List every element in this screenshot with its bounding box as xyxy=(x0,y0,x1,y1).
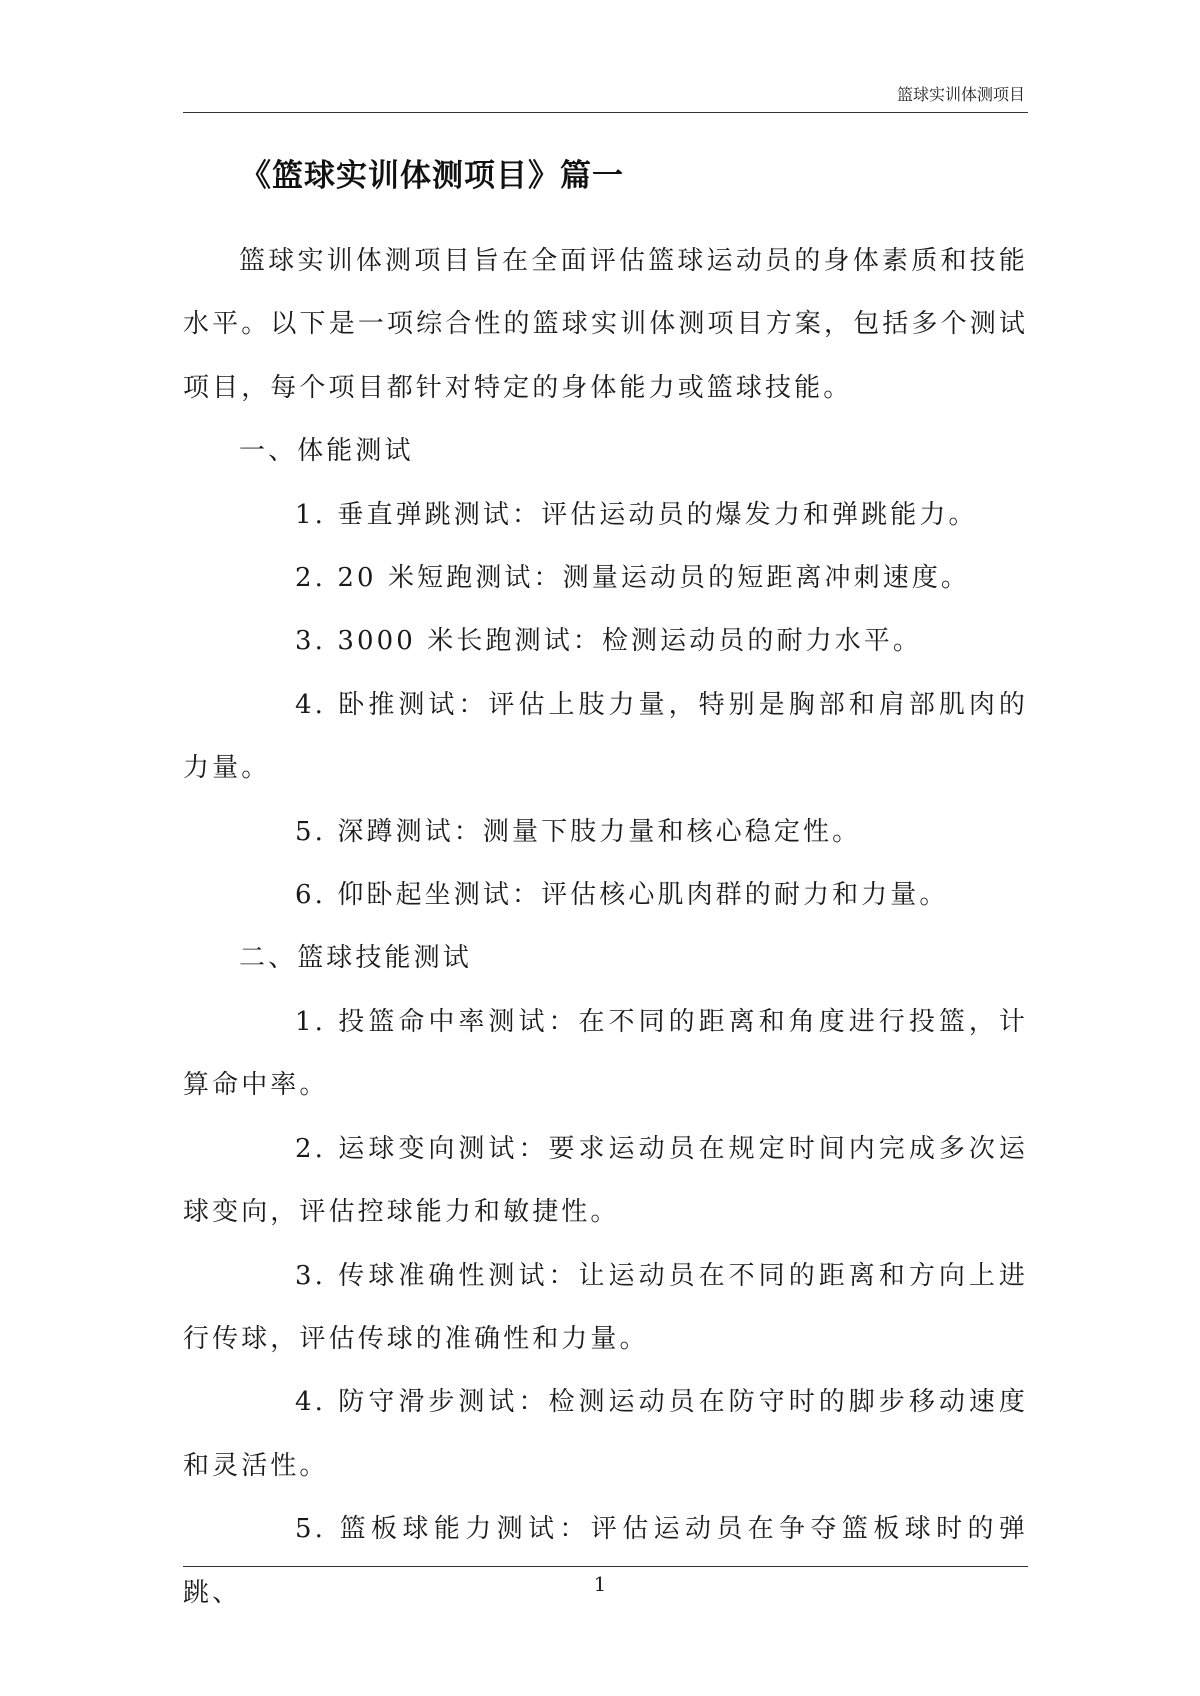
skill-test-item: 2. 运球变向测试：要求运动员在规定时间内完成多次运球变向，评估控球能力和敏捷性。 xyxy=(183,1133,1028,1228)
physical-test-item: 1. 垂直弹跳测试：评估运动员的爆发力和弹跳能力。 xyxy=(295,499,978,530)
footer-divider xyxy=(183,1566,1028,1567)
intro-paragraph: 篮球实训体测项目旨在全面评估篮球运动员的身体素质和技能水平。以下是一项综合性的篮球实训体测项目方案，包括多个测试项目，每个项目都针对特定的身体能力或篮球技能。 xyxy=(183,246,1028,403)
document-title: 《篮球实训体测项目》篇一 xyxy=(240,158,624,194)
section-heading-skills: 二、篮球技能测试 xyxy=(239,943,472,974)
skill-test-item: 1. 投篮命中率测试：在不同的距离和角度进行投篮，计算命中率。 xyxy=(183,1006,1028,1101)
skill-test-item: 4. 防守滑步测试：检测运动员在防守时的脚步移动速度和灵活性。 xyxy=(183,1387,1028,1481)
section-heading-physical: 一、体能测试 xyxy=(239,436,414,467)
skill-test-item: 3. 传球准确性测试：让运动员在不同的距离和方向上进行传球，评估传球的准确性和力量。 xyxy=(183,1260,1028,1354)
physical-test-item: 4. 卧推测试：评估上肢力量，特别是胸部和肩部肌肉的力量。 xyxy=(183,689,1028,784)
header-divider xyxy=(183,112,1028,113)
skill-test-item: 5. 篮板球能力测试：评估运动员在争夺篮板球时的弹跳、 xyxy=(183,1514,1028,1608)
page-number: 1 xyxy=(593,1572,607,1596)
document-body xyxy=(183,230,1028,1625)
physical-test-item: 5. 深蹲测试：测量下肢力量和核心稳定性。 xyxy=(295,816,862,847)
physical-test-item: 2. 20 米短跑测试：测量运动员的短距离冲刺速度。 xyxy=(295,563,971,594)
physical-test-item: 6. 仰卧起坐测试：评估核心肌肉群的耐力和力量。 xyxy=(295,880,949,911)
running-header: 篮球实训体测项目 xyxy=(896,85,1025,104)
physical-test-item: 3. 3000 米长跑测试：检测运动员的耐力水平。 xyxy=(295,626,923,657)
